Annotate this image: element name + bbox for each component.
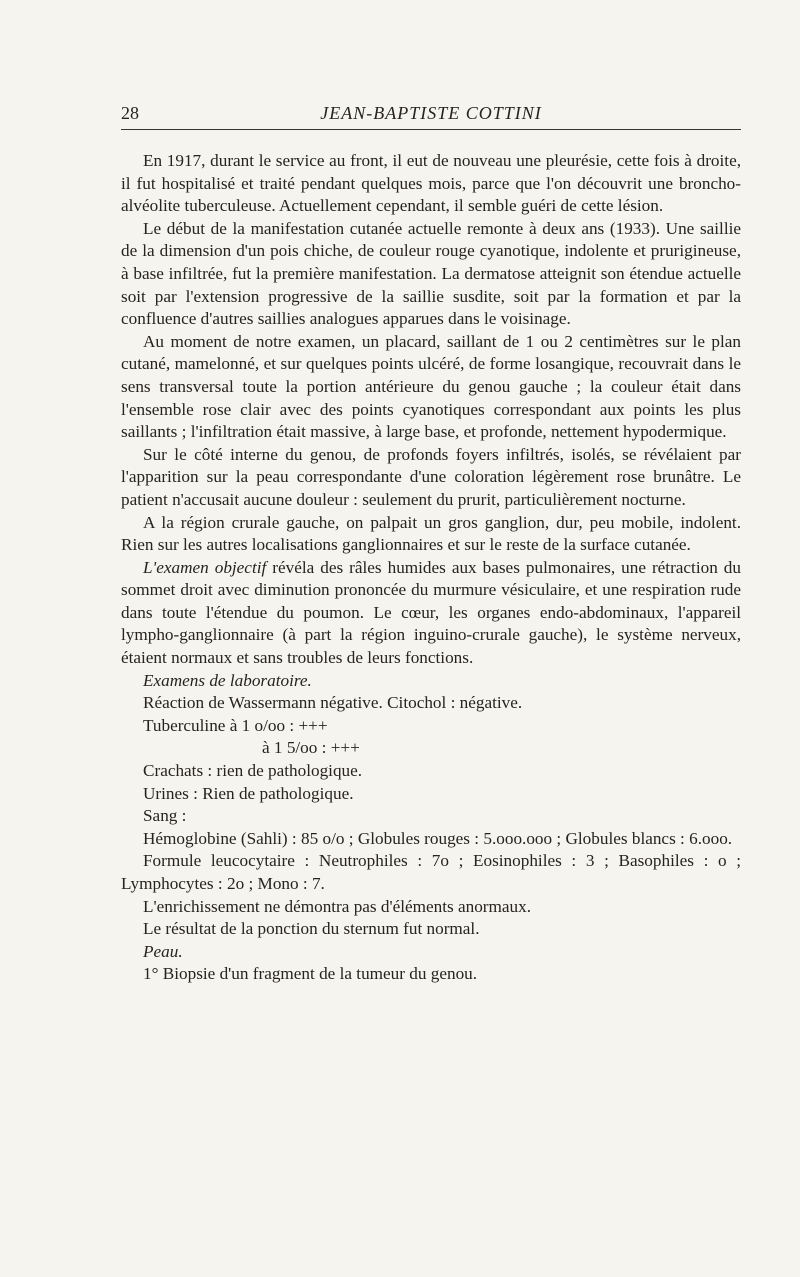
line-crachats: Crachats : rien de pathologique. [143, 761, 363, 781]
paragraph-3: Au moment de notre examen, un placard, saillant de 1 ou 2 centimètres sur le plan cutané, mamelonné, et sur quelques points ulcéré, de forme losangique, recouvrait dans le sens transversal toute la portion antérieure du genou gauche ; la couleur était dans l'ensemble rose clair avec des points cyanotiques correspondant aux points les plus saillants ; l'infiltration était massive, à large base, et profonde, nettement hypodermique. [121, 331, 741, 442]
running-title: JEAN-BAPTISTE COTTINI [320, 103, 542, 123]
paragraph-2: Le début de la manifestation cutanée actuelle remonte à deux ans (1933). Une saillie de la dimension d'un pois chiche, de couleur rouge cyanotique, indolente et prurigineuse, à base infiltrée, fut la première manifestation. La dermatose atteignit son étendue actuelle soit par l'extension progressive de la saillie susdite, soit par la formation et par la confluence d'autres saillies analogues apparues dans le voisinage. [121, 218, 741, 329]
paragraph-6-text: révéla des râles humides aux bases pulmonaires, une rétraction du sommet droit avec diminution prononcée du murmure vésiculaire, et une respiration rude dans toute l'étendue du poumon. Le cœur, les organes endo-abdominaux, l'appareil lympho-ganglionnaire (à part la région inguino-crurale gauche), le système nerveux, étaient normaux et sans troubles de leurs fonctions. [121, 557, 741, 668]
heading-peau: Peau. [143, 941, 183, 961]
page-header [121, 103, 741, 130]
line-sang: Sang : [143, 806, 187, 826]
paragraph-1: En 1917, durant le service au front, il eut de nouveau une pleurésie, cette fois à droite, il fut hospitalisé et traité pendant quelques mois, parce que l'on découvrit une broncho-alvéolite tuberculeuse. Actuellement cependant, il semble guéri de cette lésion. [121, 151, 741, 216]
line-enrichissement: L'enrichissement ne démontra pas d'éléments anormaux. [143, 896, 532, 916]
page-number: 28 [121, 103, 139, 123]
paragraph-5: A la région crurale gauche, on palpait un gros ganglion, dur, peu mobile, indolent. Rien sur les autres localisations ganglionnaires et sur le reste de la surface cutanée. [121, 512, 741, 555]
paragraph-6 [121, 557, 741, 670]
paragraph-hemoglobine: Hémoglobine (Sahli) : 85 o/o ; Globules rouges : 5.ooo.ooo ; Globules blancs : 6.ooo. [143, 828, 733, 848]
heading-laboratory: Examens de laboratoire. [143, 670, 312, 690]
line-urines: Urines : Rien de pathologique. [143, 783, 354, 803]
line-wassermann: Réaction de Wassermann négative. Citochol : négative. [143, 693, 523, 713]
line-tuberculine-1: Tuberculine à 1 o/oo : +++ [143, 715, 328, 735]
line-biopsie: 1° Biopsie d'un fragment de la tumeur du genou. [143, 964, 478, 984]
paragraph-formule: Formule leucocytaire : Neutrophiles : 7o ; Eosinophiles : 3 ; Basophiles : o ; Lymphocytes : 2o ; Mono : 7. [121, 851, 741, 893]
body-text [121, 150, 741, 986]
line-tuberculine-2: à 1 5/oo : +++ [262, 738, 360, 758]
examen-objectif-label: L'examen objectif [143, 557, 267, 577]
line-sternum: Le résultat de la ponction du sternum fut normal. [143, 919, 480, 939]
paragraph-4: Sur le côté interne du genou, de profonds foyers infiltrés, isolés, se révélaient par l'apparition sur la peau correspondante d'une coloration légèrement rose brunâtre. Le patient n'accusait aucune douleur : seulement du prurit, particulièrement nocturne. [121, 444, 741, 509]
